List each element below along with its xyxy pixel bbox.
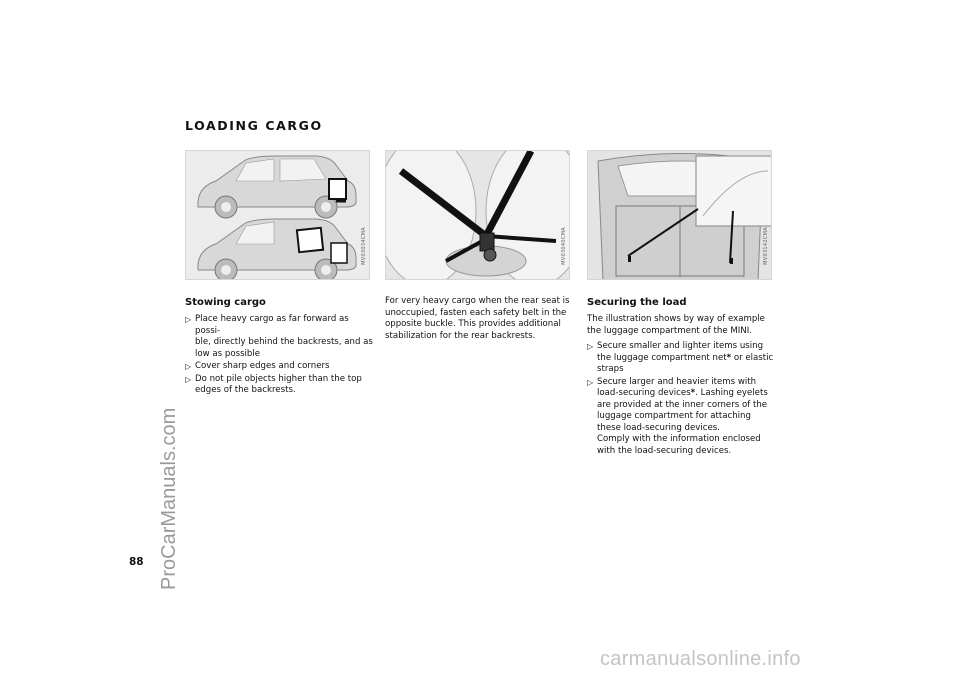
figure-luggage-compartment — [587, 150, 772, 280]
list-item-text: Comply with the information enclosed — [597, 434, 761, 444]
bullet-triangle-icon: ▷ — [587, 342, 594, 351]
stowing-cargo-heading: Stowing cargo — [185, 297, 266, 308]
seat-belt-illustration — [386, 151, 570, 280]
figure-code: MV03040CMA — [561, 227, 567, 265]
list-item — [185, 361, 375, 373]
list-item-text: these load-securing devices. — [597, 422, 720, 433]
list-item-text: with the load-securing devices. — [597, 445, 732, 456]
side-watermark: ProCarManuals.com — [158, 407, 180, 590]
stowing-list — [185, 314, 375, 397]
paragraph-line: stabilization for the rear backrests. — [385, 330, 536, 341]
list-item-text: edges of the backrests. — [195, 385, 296, 395]
asterisk-mark: * — [726, 352, 732, 363]
list-item-text: are provided at the inner corners of the — [597, 399, 768, 410]
paragraph-line: opposite buckle. This provides additional — [385, 319, 561, 329]
list-item — [185, 314, 375, 360]
page-number: 88 — [129, 556, 144, 568]
list-item-text: load-securing devices — [597, 388, 691, 398]
paragraph-line: For very heavy cargo when the rear seat is — [385, 296, 570, 306]
paragraph-line: The illustration shows by way of example — [587, 314, 765, 324]
heavy-cargo-paragraph — [385, 296, 580, 342]
bullet-triangle-icon: ▷ — [185, 374, 192, 384]
securing-load-heading: Securing the load — [587, 297, 687, 308]
paragraph-line: unoccupied, fasten each safety belt in the — [385, 307, 567, 318]
list-item-text: the luggage compartment net — [597, 352, 727, 363]
list-item-text — [597, 353, 787, 365]
figure-cargo-placement — [185, 150, 370, 280]
list-item — [587, 341, 787, 376]
list-item-text: or elastic — [731, 352, 774, 363]
bullet-triangle-icon: ▷ — [587, 377, 594, 387]
list-item — [185, 374, 375, 397]
securing-list — [587, 341, 787, 457]
list-item-text: . Lashing eyelets — [695, 388, 768, 398]
securing-load-section — [587, 296, 787, 458]
list-item-text: ble, directly behind the backrests, and as — [195, 337, 373, 347]
list-item-text: straps — [597, 364, 624, 374]
figure-code: MV03142CMA — [763, 227, 769, 265]
bullet-triangle-icon: ▷ — [185, 315, 192, 324]
list-item-text: Secure larger and heavier items with — [597, 376, 757, 387]
paragraph-line: the luggage compartment of the MINI. — [587, 325, 752, 336]
footer-watermark: carmanualsonline.info — [600, 648, 801, 670]
list-item-text — [597, 388, 787, 400]
bullet-triangle-icon: ▷ — [185, 362, 192, 371]
list-item-text: low as possible — [195, 348, 261, 359]
section-title: LOADING CARGO — [185, 118, 323, 133]
securing-intro — [587, 314, 787, 337]
stowing-cargo-section — [185, 296, 375, 398]
figure-code: MV03034CMA — [361, 227, 367, 265]
car-side-illustration — [186, 151, 370, 280]
list-item-text: Place heavy cargo as far forward as possi- — [195, 314, 349, 336]
luggage-compartment-illustration — [588, 151, 772, 280]
asterisk-mark: * — [690, 388, 696, 398]
list-item-text: Cover sharp edges and corners — [195, 361, 330, 371]
list-item-text: Secure smaller and lighter items using — [597, 341, 764, 351]
figure-crossed-belts — [385, 150, 570, 280]
list-item-text: Do not pile objects higher than the top — [195, 373, 362, 384]
heavy-cargo-section — [385, 296, 580, 346]
list-item — [587, 377, 787, 458]
list-item-text: luggage compartment for attaching — [597, 411, 751, 421]
